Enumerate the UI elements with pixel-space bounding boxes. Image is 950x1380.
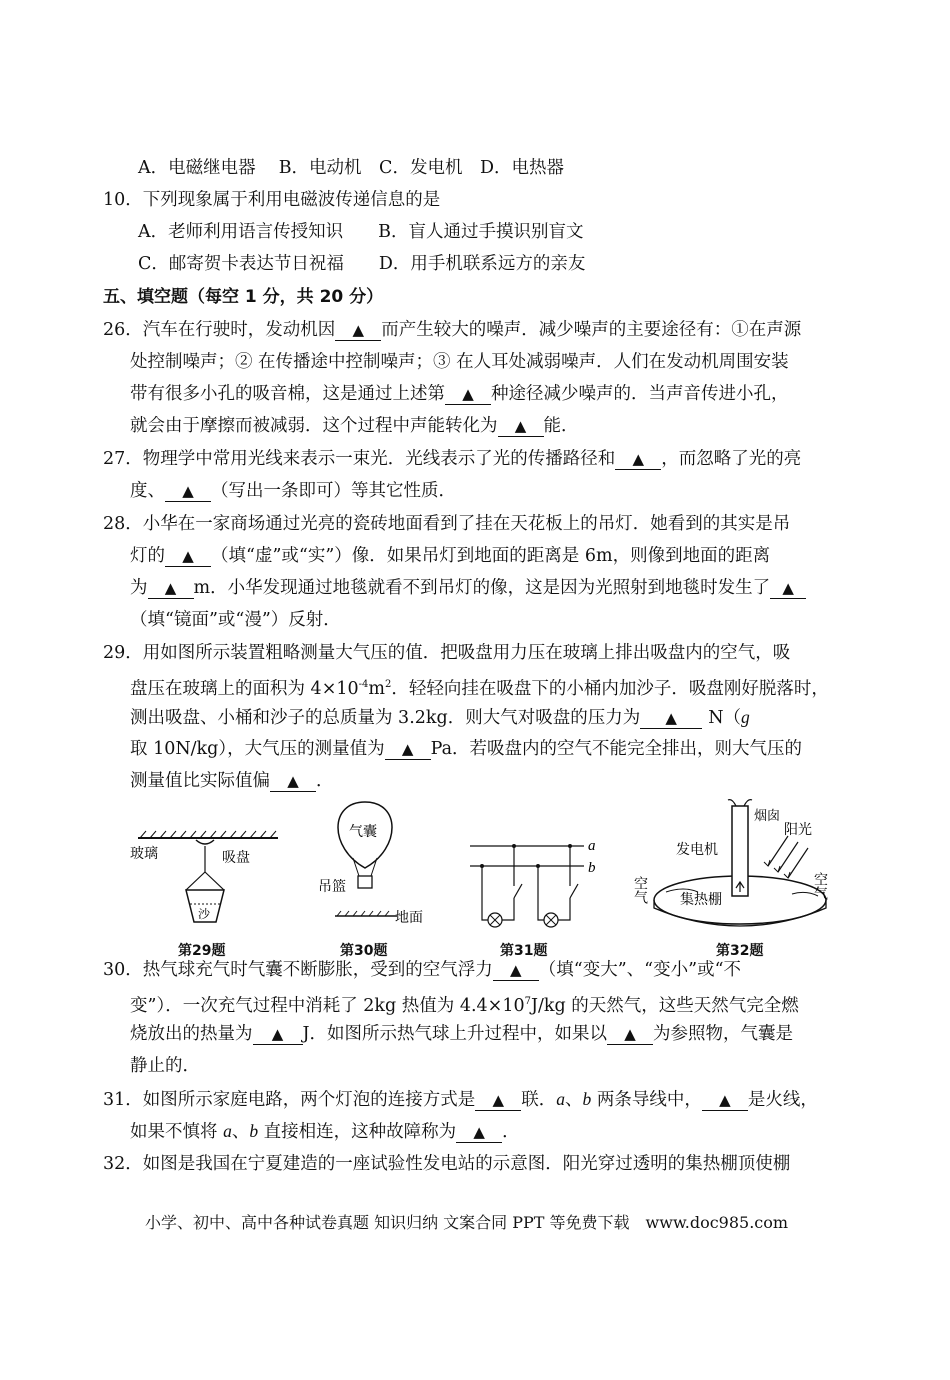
answer-blank[interactable]: ▲ [498, 416, 544, 437]
q26-line-4: 就会由于摩擦而被减弱．这个过程中声能转化为 ▲ 能． [130, 416, 579, 436]
q31-line-2: 如果不慎将 a、b 直接相连，这种故障称为 ▲ ． [130, 1121, 520, 1142]
label-bag: 气囊 [349, 824, 377, 840]
label-air-right: 空气 [812, 872, 828, 900]
sunlight-arrows [768, 836, 808, 878]
q10-options-ab: A．老师利用语言传授知识 B．盲人通过手摸识别盲文 [138, 222, 584, 242]
answer-blank[interactable]: ▲ [493, 960, 539, 981]
q9-options: A．电磁继电器 B．电动机 C．发电机 D．电热器 [138, 158, 564, 178]
q27-line-1: 27．物理学中常用光线来表示一束光．光线表示了光的传播路径和 ▲ ，而忽略了光的亮 [103, 449, 802, 469]
answer-blank[interactable]: ▲ [335, 320, 381, 341]
label-glass: 玻璃 [130, 846, 158, 862]
q26-line-2: 处控制噪声；② 在传播途中控制噪声；③ 在人耳处减弱噪声．人们在发动机周围安装 [130, 352, 789, 372]
answer-blank[interactable]: ▲ [702, 1090, 748, 1111]
answer-blank[interactable]: ▲ [445, 384, 491, 405]
q29-line-3: 测出吸盘、小桶和沙子的总质量为 3.2kg．则大气对吸盘的压力为 ▲ N（g [130, 707, 750, 728]
figure-30-hot-air-balloon [315, 798, 435, 940]
glass-hatch [140, 831, 276, 838]
q30-line-4: 静止的． [130, 1056, 200, 1076]
answer-blank[interactable]: ▲ [165, 481, 211, 502]
label-a: a [588, 838, 596, 854]
q32-line-1: 32．如图是我国在宁夏建造的一座试验性发电站的示意图．阳光穿过透明的集热棚顶使棚 [103, 1154, 791, 1174]
answer-blank[interactable]: ▲ [770, 578, 806, 599]
answer-blank[interactable]: ▲ [615, 449, 661, 470]
caption-fig31: 第31题 [500, 943, 548, 959]
q26-line-1: 26．汽车在行驶时，发动机因 ▲ 而产生较大的噪声．减少噪声的主要途径有：①在声源 [103, 320, 802, 340]
caption-fig29: 第29题 [178, 943, 226, 959]
label-air-left: 空气 [632, 876, 648, 904]
q29-line-2: 盘压在玻璃上的面积为 $4\times 10^{-4}m^2$．轻轻向挂在吸盘下的小桶内加沙子．吸盘刚好脱落时， [130, 679, 829, 699]
label-b: b [588, 860, 596, 876]
answer-blank[interactable]: ▲ [253, 1024, 303, 1045]
label-sand: 沙 [198, 907, 211, 921]
label-ground: 地面 [395, 910, 423, 926]
q28-line-3: 为 ▲ m．小华发现通过地毯就看不到吊灯的像，这是因为光照射到地毯时发生了 ▲ [130, 576, 806, 600]
switch-1-icon [514, 884, 522, 898]
suction-cup-icon [196, 840, 214, 844]
answer-blank[interactable]: ▲ [607, 1024, 653, 1045]
q28-line-2: 灯的 ▲ （填“虚”或“实”）像．如果吊灯到地面的距离是 6m，则像到地面的距离 [130, 546, 771, 566]
switch-2-icon [570, 884, 578, 898]
answer-blank[interactable]: ▲ [640, 708, 702, 729]
page-footer: 小学、初中、高中各种试卷真题 知识归纳 文案合同 PPT 等免费下载 www.doc985.com [145, 1213, 789, 1232]
q30-line-1: 30．热气球充气时气囊不断膨胀，受到的空气浮力 ▲ （填“变大”、“变小”或“不 [103, 960, 742, 980]
q30-line-2: 变”）．一次充气过程中消耗了 2kg 热值为 $4.4\times 10^7J/kg$ 的天然气，这些天然气完全燃 [130, 996, 799, 1016]
caption-fig32: 第32题 [716, 943, 764, 959]
answer-blank[interactable]: ▲ [385, 739, 431, 760]
label-generator: 发电机 [676, 842, 718, 858]
q31-line-1: 31．如图所示家庭电路，两个灯泡的连接方式是 ▲ 联．a、b 两条导线中， ▲ 是火线， [103, 1089, 818, 1110]
answer-blank[interactable]: ▲ [165, 546, 211, 567]
answer-blank[interactable]: ▲ [456, 1122, 502, 1143]
answer-blank[interactable]: ▲ [475, 1090, 521, 1111]
answer-blank[interactable]: ▲ [148, 578, 194, 599]
label-basket: 吊篮 [318, 879, 346, 895]
q29-line-5: 测量值比实际值偏 ▲ ． [130, 771, 334, 791]
figure-29-suction-cup [130, 828, 290, 940]
figure-32-solar-chimney [632, 796, 850, 940]
q27-line-2: 度、 ▲ （写出一条即可）等其它性质． [130, 481, 456, 501]
section-5-title: 五、填空题（每空 1 分，共 20 分） [103, 287, 384, 307]
answer-blank[interactable]: ▲ [270, 771, 316, 792]
label-shed: 集热棚 [680, 892, 722, 908]
caption-fig30: 第30题 [340, 943, 388, 959]
q29-line-1: 29．用如图所示装置粗略测量大气压的值．把吸盘用力压在玻璃上排出吸盘内的空气，吸 [103, 643, 791, 663]
q28-line-1: 28．小华在一家商场通过光亮的瓷砖地面看到了挂在天花板上的吊灯．她看到的其实是吊 [103, 514, 791, 534]
label-chimney: 烟囱 [754, 809, 781, 824]
q28-line-4: （填“镜面”或“漫”）反射． [130, 610, 341, 630]
q10-stem: 10．下列现象属于利用电磁波传递信息的是 [103, 190, 441, 210]
q30-line-3: 烧放出的热量为 ▲ J．如图所示热气球上升过程中，如果以 ▲ 为参照物，气囊是 [130, 1024, 794, 1044]
q26-line-3: 带有很多小孔的吸音棉，这是通过上述第 ▲ 种途径减少噪声的．当声音传进小孔， [130, 384, 789, 404]
q10-options-cd: C．邮寄贺卡表达节日祝福 D．用手机联系远方的亲友 [138, 254, 586, 274]
basket-icon [358, 876, 372, 888]
figure-31-household-circuit [466, 836, 606, 940]
label-sun: 阳光 [784, 822, 812, 838]
q29-line-4: 取 10N/kg），大气压的测量值为 ▲ Pa．若吸盘内的空气不能完全排出，则大气压的 [130, 739, 803, 759]
label-cup: 吸盘 [222, 850, 250, 866]
